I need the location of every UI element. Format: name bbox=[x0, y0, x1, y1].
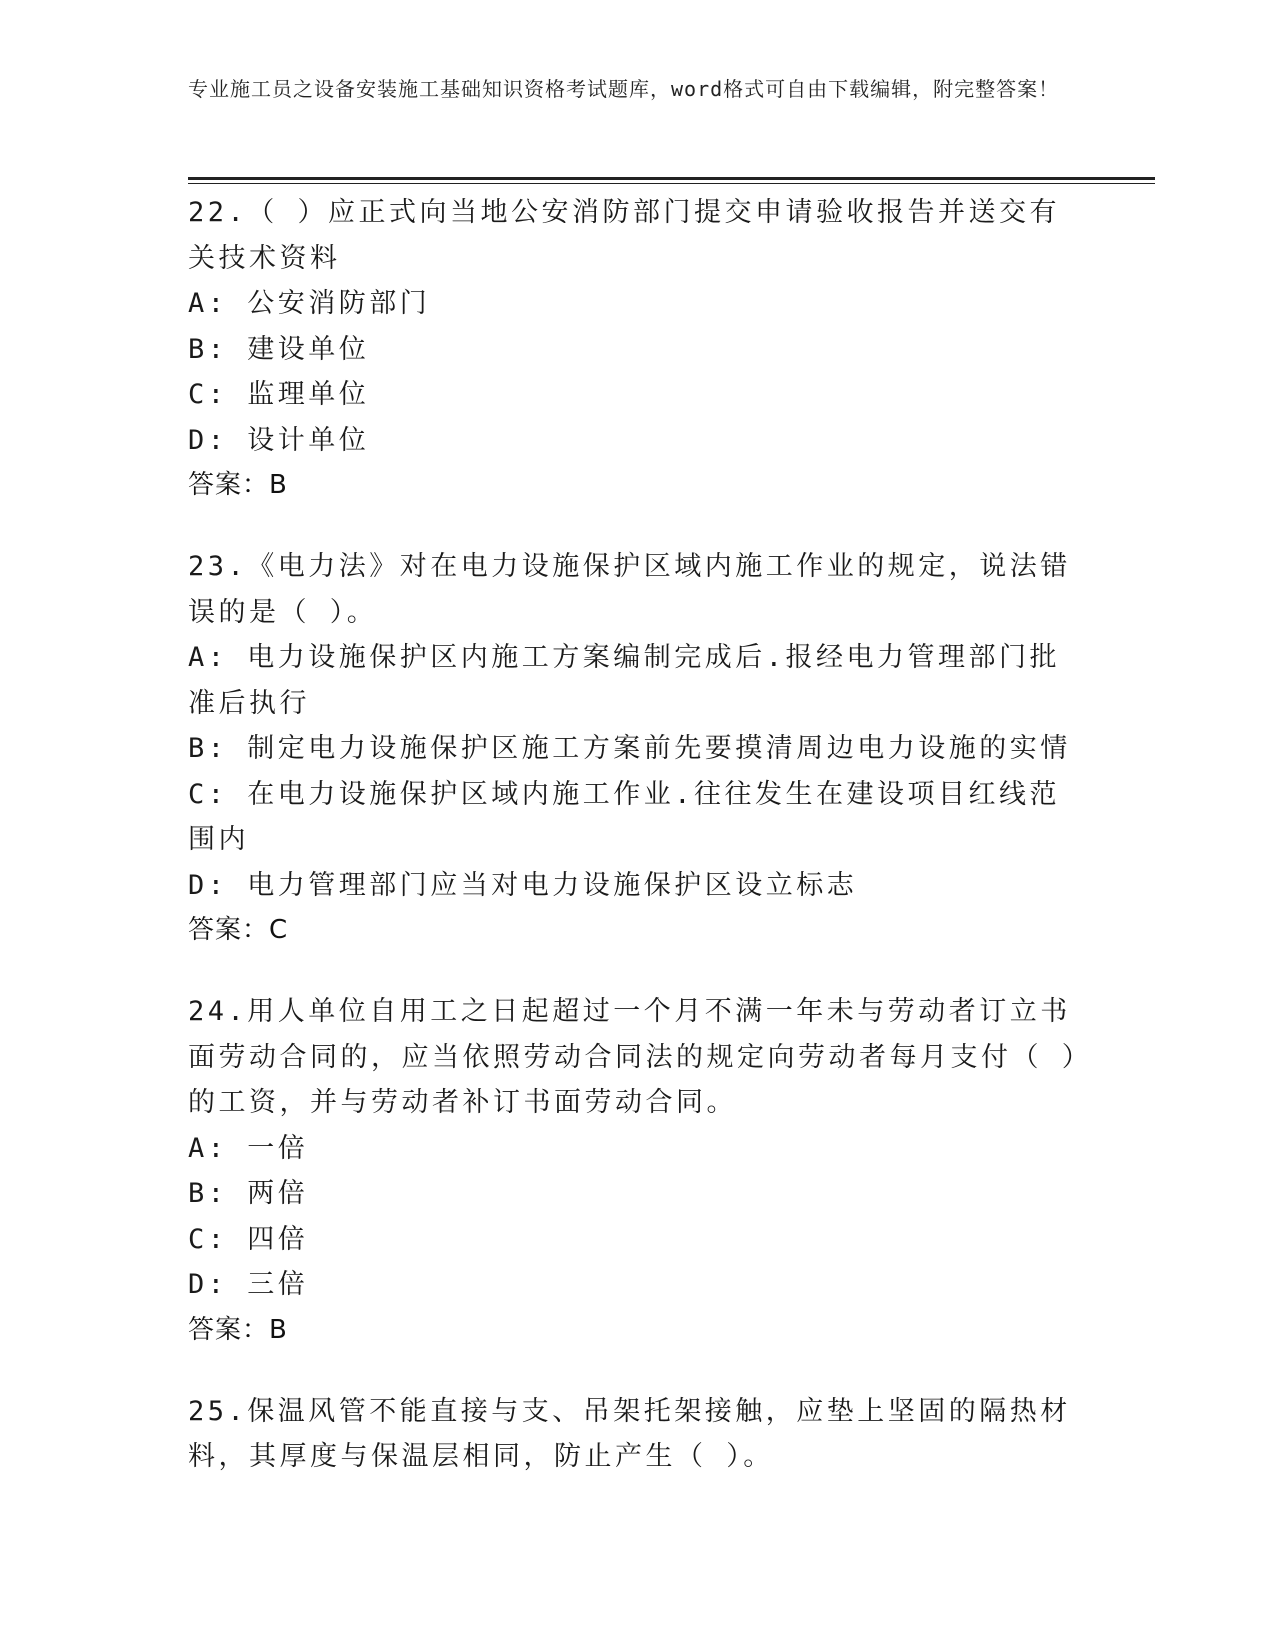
header-divider-thin bbox=[188, 183, 1155, 184]
question-list bbox=[188, 190, 1088, 1516]
option-d: D: 设计单位 bbox=[188, 424, 370, 456]
question-stem: 23.《电力法》对在电力设施保护区域内施工作业的规定，说法错误的是（ ）。 bbox=[188, 551, 1071, 628]
header-divider-thick bbox=[188, 177, 1155, 180]
question-stem: 24.用人单位自用工之日起超过一个月不满一年未与劳动者订立书面劳动合同的，应当依照劳动合同法的规定向劳动者每月支付（ ）的工资，并与劳动者补订书面劳动合同。 bbox=[188, 996, 1079, 1118]
option-a: A: 公安消防部门 bbox=[188, 288, 431, 319]
option-c: C: 四倍 bbox=[188, 1223, 309, 1255]
question-23 bbox=[188, 544, 1088, 953]
option-b: B: 制定电力设施保护区施工方案前先要摸清周边电力设施的实情 bbox=[188, 733, 1071, 764]
option-b: B: 两倍 bbox=[188, 1178, 309, 1209]
question-stem: 22.（ ）应正式向当地公安消防部门提交申请验收报告并送交有关技术资料 bbox=[188, 197, 1061, 274]
option-d: D: 电力管理部门应当对电力设施保护区设立标志 bbox=[188, 869, 858, 901]
answer: 答案：B bbox=[188, 1314, 288, 1345]
option-b: B: 建设单位 bbox=[188, 333, 370, 365]
question-stem: 25.保温风管不能直接与支、吊架托架接触，应垫上坚固的隔热材料，其厚度与保温层相同，防止产生（ ）。 bbox=[188, 1395, 1071, 1472]
option-a: A: 电力设施保护区内施工方案编制完成后.报经电力管理部门批准后执行 bbox=[188, 642, 1061, 719]
question-25 bbox=[188, 1389, 1088, 1480]
answer: 答案：B bbox=[188, 470, 288, 500]
page-header: 专业施工员之设备安装施工基础知识资格考试题库，word格式可自由下载编辑，附完整答案！ bbox=[188, 77, 1060, 101]
question-22 bbox=[188, 190, 1088, 508]
option-d: D: 三倍 bbox=[188, 1269, 309, 1300]
option-a: A: 一倍 bbox=[188, 1132, 309, 1164]
answer: 答案：C bbox=[188, 915, 289, 945]
option-c: C: 监理单位 bbox=[188, 379, 370, 410]
option-c: C: 在电力设施保护区域内施工作业.往往发生在建设项目红线范围内 bbox=[188, 778, 1061, 855]
question-24 bbox=[188, 989, 1088, 1353]
